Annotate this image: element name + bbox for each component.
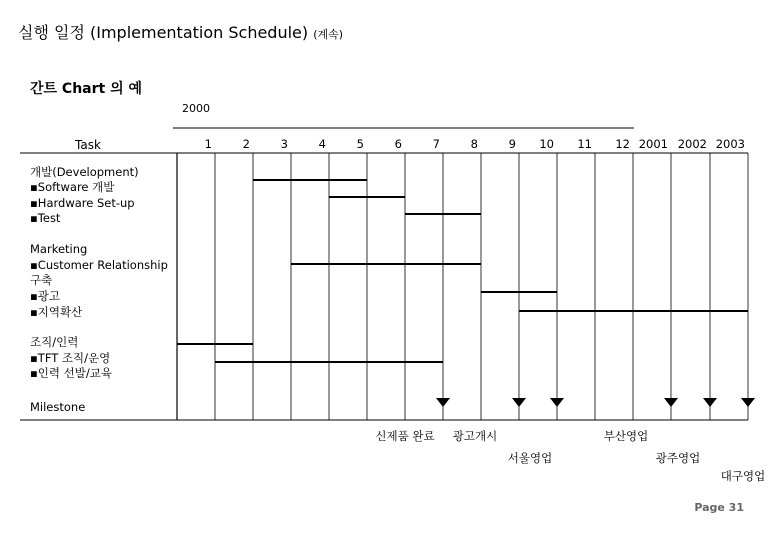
milestone-marker bbox=[741, 398, 755, 407]
column-label: 6 bbox=[394, 137, 402, 151]
chart-subtitle: 간트 Chart 의 예 bbox=[30, 81, 143, 97]
task-line: ▪Test bbox=[30, 211, 61, 225]
milestone-marker bbox=[512, 398, 526, 407]
task-line: ▪지역확산 bbox=[30, 305, 83, 319]
milestone-label: 서울영업 bbox=[507, 451, 553, 465]
task-line: 개발(Development) bbox=[30, 165, 139, 179]
column-label: 2003 bbox=[715, 137, 745, 151]
task-line: Milestone bbox=[30, 400, 86, 414]
milestone-marker bbox=[436, 398, 450, 407]
column-label: 7 bbox=[432, 137, 440, 151]
column-label: 2 bbox=[242, 137, 250, 151]
task-line: ▪TFT 조직/운영 bbox=[30, 351, 111, 365]
task-line: Marketing bbox=[30, 242, 88, 256]
column-label: 3 bbox=[280, 137, 288, 151]
task-line: ▪인력 선발/교육 bbox=[30, 366, 112, 380]
page-title-main: 실행 일정 (Implementation Schedule) bbox=[18, 23, 309, 42]
task-line: 구축 bbox=[30, 273, 53, 287]
task-line: ▪Customer Relationship bbox=[30, 258, 168, 272]
task-line: 조직/인력 bbox=[30, 335, 79, 349]
milestone-marker bbox=[664, 398, 678, 407]
milestone-marker bbox=[550, 398, 564, 407]
column-label: 8 bbox=[470, 137, 478, 151]
column-label: 9 bbox=[508, 137, 516, 151]
task-line: ▪Hardware Set-up bbox=[30, 196, 135, 210]
task-line: ▪Software 개발 bbox=[30, 180, 115, 194]
task-header: Task bbox=[75, 138, 101, 152]
page-title-suffix: (계속) bbox=[313, 28, 344, 41]
column-label: 12 bbox=[615, 137, 630, 151]
column-label: 2001 bbox=[638, 137, 668, 151]
year-label: 2000 bbox=[182, 102, 210, 115]
milestone-label: 부산영업 bbox=[603, 429, 649, 443]
column-label: 1 bbox=[204, 137, 212, 151]
milestone-label: 대구영업 bbox=[720, 469, 766, 483]
page-number: Page 31 bbox=[694, 501, 744, 514]
milestone-marker bbox=[703, 398, 717, 407]
column-label: 4 bbox=[318, 137, 326, 151]
milestone-label: 광고개시 bbox=[452, 429, 498, 443]
task-line: ▪광고 bbox=[30, 289, 61, 303]
column-label: 5 bbox=[356, 137, 364, 151]
column-label: 10 bbox=[539, 137, 554, 151]
milestone-label: 광주영업 bbox=[655, 451, 701, 465]
column-label: 2002 bbox=[677, 137, 707, 151]
milestone-label: 신제품 완료 bbox=[375, 429, 435, 443]
column-label: 11 bbox=[577, 137, 592, 151]
